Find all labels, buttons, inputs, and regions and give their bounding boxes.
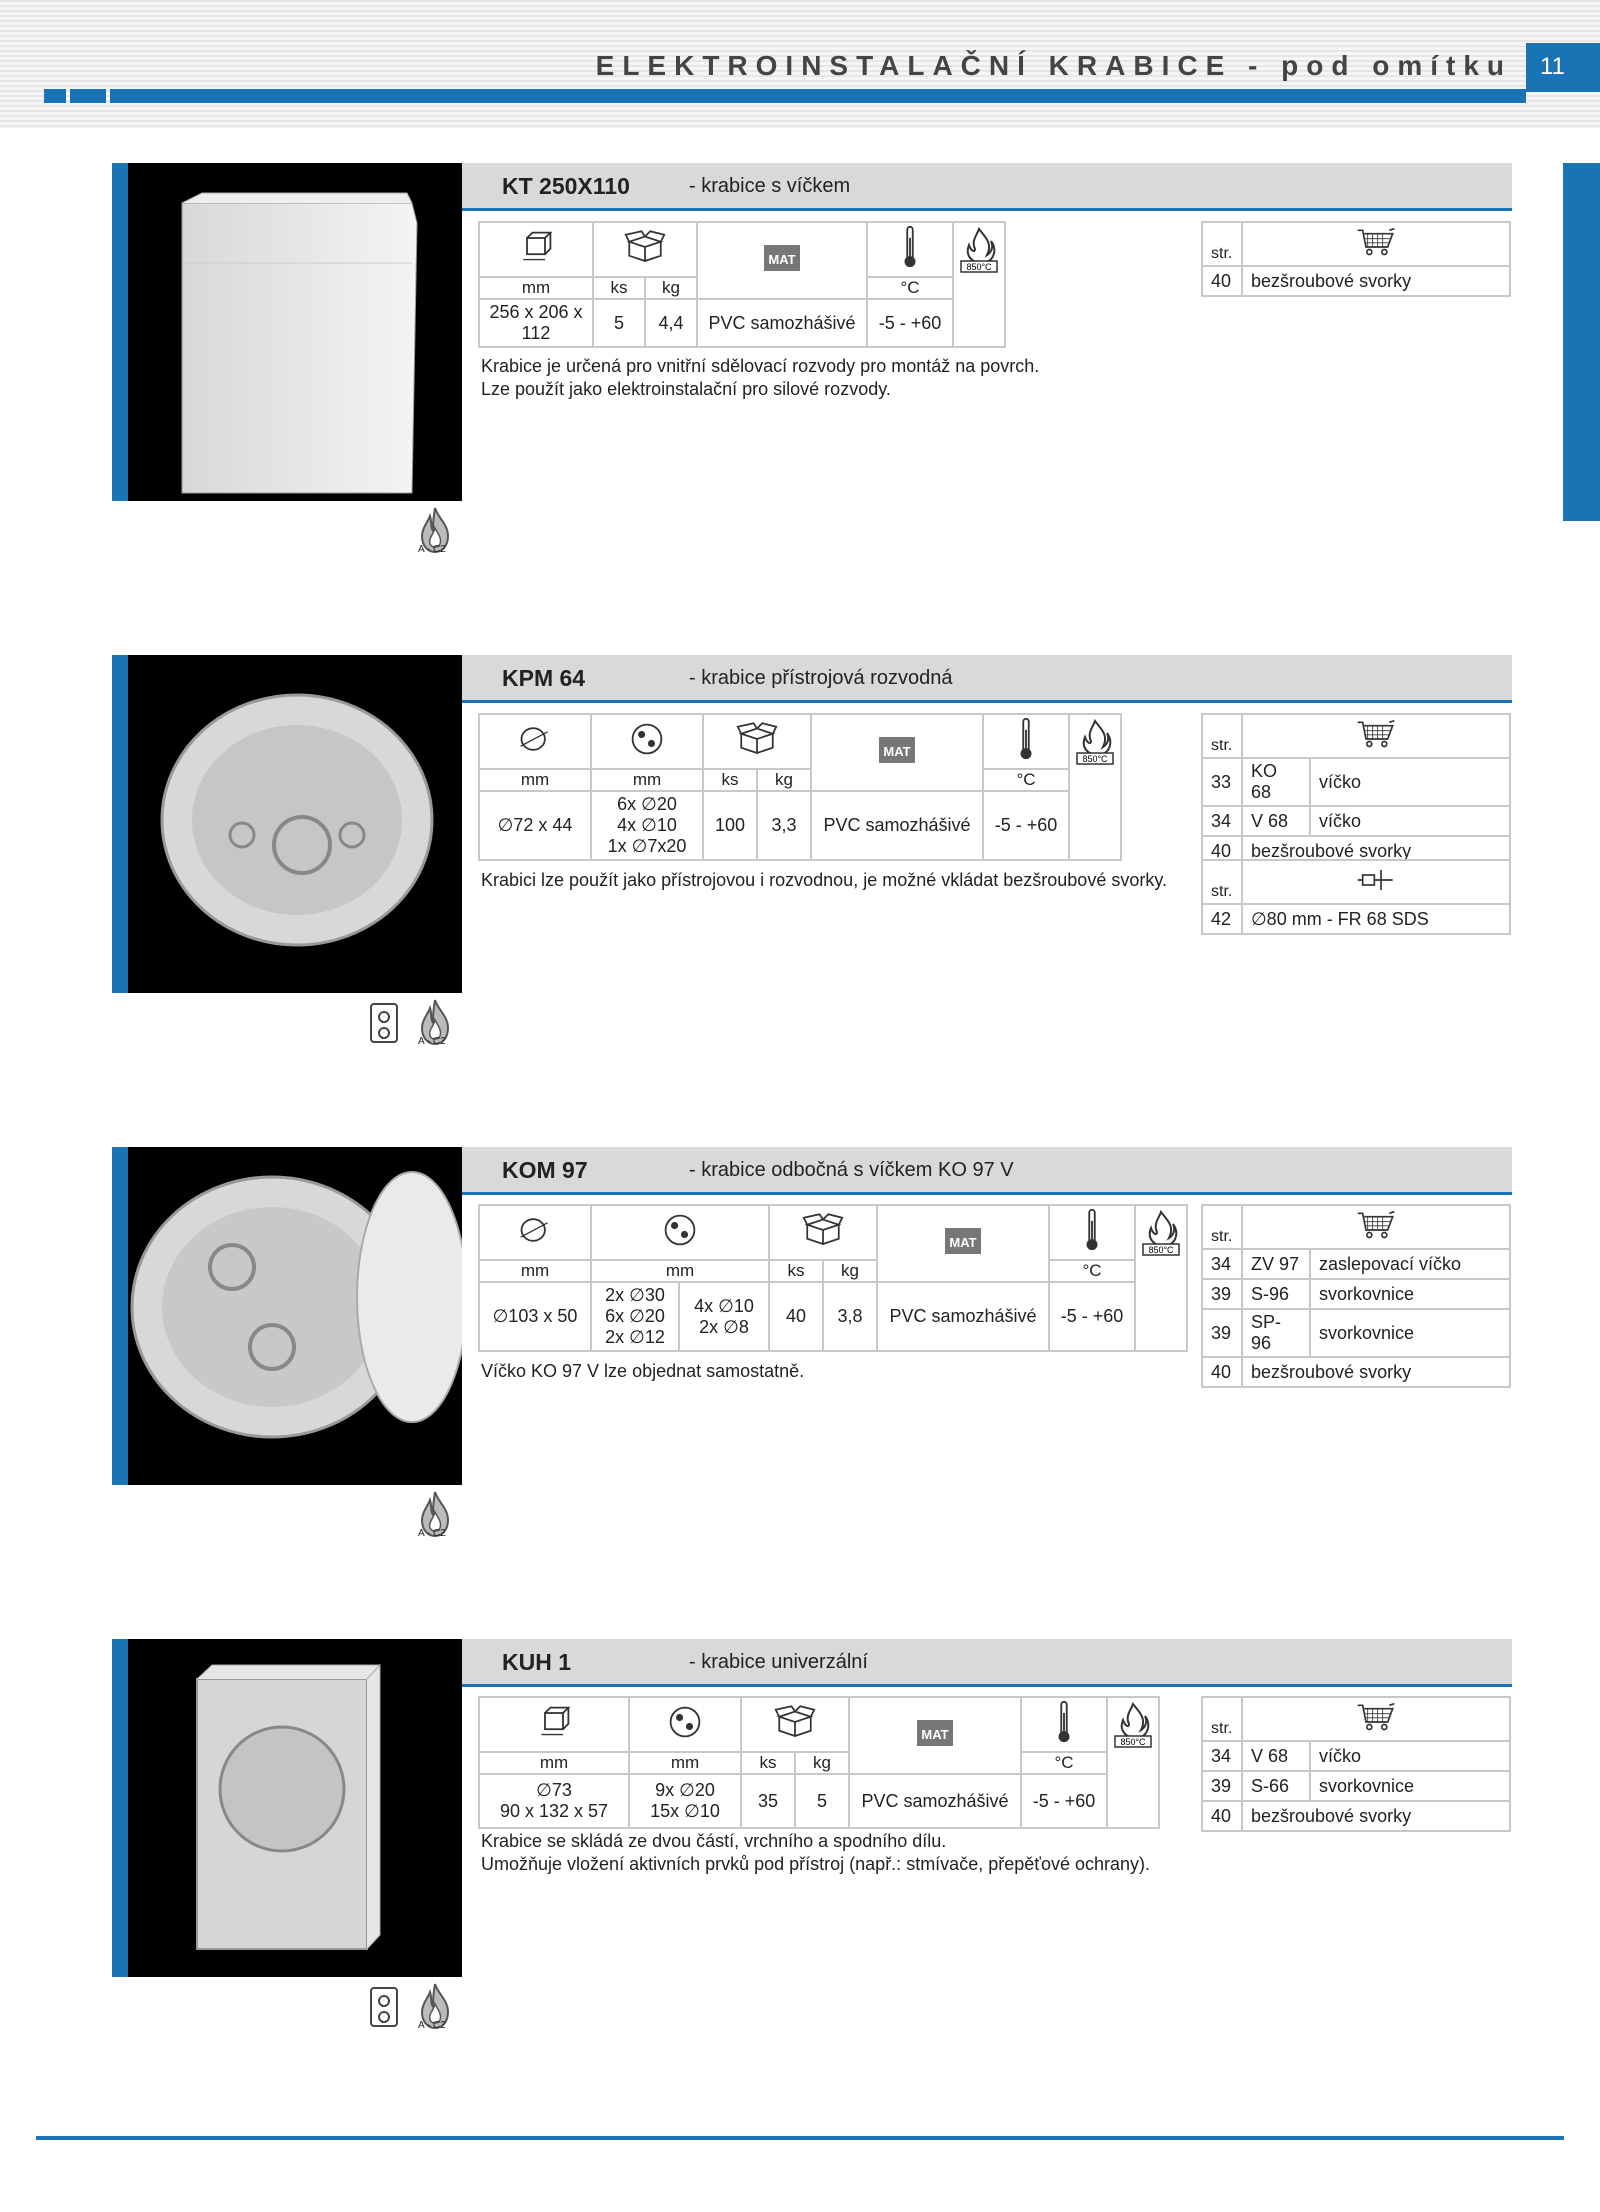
holes-icon <box>591 1205 769 1260</box>
header-rule <box>110 89 1526 103</box>
unit-kg: kg <box>645 277 697 299</box>
str-label: str. <box>1202 222 1242 266</box>
box-image <box>112 163 462 501</box>
acc-text: bezšroubové svorky <box>1242 266 1510 296</box>
package-icon <box>703 714 811 769</box>
str-label: str. <box>1202 1205 1242 1249</box>
accessory-table <box>1201 1204 1511 1388</box>
acc-page: 33 <box>1202 758 1242 806</box>
flammability-class: A - C2 <box>418 2020 446 2031</box>
cart-icon <box>1242 222 1510 266</box>
unit-mm: mm <box>479 1752 629 1774</box>
diameter-icon <box>479 714 591 769</box>
box-image <box>112 1639 462 1977</box>
note-line: Krabici lze použít jako přístrojovou i rozvodnou, je možné vkládat bezšroubové svorky. <box>481 870 1168 890</box>
product-note <box>481 1830 1150 1876</box>
photo-edge <box>112 1639 128 1977</box>
cart-icon <box>1242 1697 1510 1741</box>
kg-value: 5 <box>795 1774 849 1828</box>
material-value: PVC samozhášivé <box>849 1774 1021 1828</box>
hole-line: 6x ∅20 <box>605 1306 665 1326</box>
product-bar <box>462 163 1512 211</box>
temp-value: -5 - +60 <box>1049 1282 1135 1351</box>
material-value: PVC samozhášivé <box>877 1282 1049 1351</box>
cart-icon <box>1242 714 1510 758</box>
note-line: Umožňuje vložení aktivních prvků pod přístroj (např.: stmívače, přepěťové ochrany). <box>481 1854 1151 1874</box>
kg-value: 4,4 <box>645 299 697 347</box>
acc-text: ∅80 mm - FR 68 SDS <box>1242 904 1510 934</box>
acc-page: 40 <box>1202 266 1242 296</box>
hole-line: 1x ∅7x20 <box>607 836 687 856</box>
ks-value: 100 <box>703 791 757 860</box>
acc-page: 34 <box>1202 1741 1242 1771</box>
product-code: KT 250X110 <box>502 173 630 199</box>
acc-text: bezšroubové svorky <box>1242 1801 1510 1831</box>
unit-mm: mm <box>591 769 703 791</box>
fire-850-icon <box>1107 1697 1159 1828</box>
cart-icon <box>1242 1205 1510 1249</box>
product-photo <box>112 163 462 501</box>
material-icon <box>811 714 983 791</box>
note-line: Krabice se skládá ze dvou částí, vrchního a spodního dílu. <box>481 1831 947 1851</box>
unit-kg: kg <box>757 769 811 791</box>
accessory-table <box>1201 713 1511 867</box>
thermometer-icon <box>867 222 953 277</box>
dim-line: 90 x 132 x 57 <box>499 1801 609 1821</box>
accessory-table-2 <box>1201 859 1511 935</box>
photo-edge <box>112 163 128 501</box>
unit-ks: ks <box>593 277 645 299</box>
str-label: str. <box>1202 714 1242 758</box>
unit-ks: ks <box>741 1752 795 1774</box>
acc-text: svorkovnice <box>1310 1309 1510 1357</box>
str-label: str. <box>1202 1697 1242 1741</box>
holes-value <box>591 1282 679 1351</box>
acc-page: 34 <box>1202 1249 1242 1279</box>
spec-table <box>478 221 1006 348</box>
header-square <box>84 89 106 103</box>
dim-line: ∅73 <box>536 1780 572 1800</box>
dims-value <box>479 1774 629 1828</box>
str-label: str. <box>1202 860 1242 904</box>
product-code: KUH 1 <box>502 1649 572 1675</box>
flammability-class: A - C2 <box>418 544 446 555</box>
material-value: PVC samozhášivé <box>697 299 867 347</box>
hole-line: 2x ∅8 <box>699 1316 749 1337</box>
hole-line: 9x ∅20 <box>655 1780 715 1800</box>
unit-kg: kg <box>823 1260 877 1282</box>
unit-mm: mm <box>479 769 591 791</box>
material-icon <box>697 222 867 299</box>
fire-850-icon <box>953 222 1005 347</box>
product-bar <box>462 1147 1512 1195</box>
unit-mm: mm <box>479 1260 591 1282</box>
dims-value: ∅103 x 50 <box>479 1282 591 1351</box>
ks-value: 35 <box>741 1774 795 1828</box>
unit-deg: °C <box>1021 1752 1107 1774</box>
dim-icon <box>479 1697 629 1752</box>
product-photo <box>112 655 462 993</box>
socket-icon <box>370 1987 398 2027</box>
section-tab <box>1563 163 1600 521</box>
hole-line: 4x ∅10 <box>617 815 677 835</box>
dims-value: ∅72 x 44 <box>479 791 591 860</box>
product-note <box>481 1360 804 1383</box>
acc-text: víčko <box>1310 806 1510 836</box>
accessory-table <box>1201 1696 1511 1832</box>
socket-icon <box>370 1003 398 1043</box>
acc-page: 39 <box>1202 1309 1242 1357</box>
box-image <box>112 655 462 993</box>
holes-value <box>629 1774 741 1828</box>
hole-line: 2x ∅30 <box>605 1285 665 1305</box>
page-number: 11 <box>1526 43 1600 92</box>
acc-page: 40 <box>1202 1357 1242 1387</box>
hole-line: 6x ∅20 <box>617 794 677 814</box>
fire-850-icon <box>1069 714 1121 860</box>
unit-deg: °C <box>1049 1260 1135 1282</box>
ks-value: 40 <box>769 1282 823 1351</box>
unit-deg: °C <box>867 277 953 299</box>
fire-850-icon <box>1135 1205 1187 1351</box>
dim-icon <box>479 222 593 277</box>
product-code: KPM 64 <box>502 665 586 691</box>
acc-code: V 68 <box>1242 1741 1310 1771</box>
product-desc: - krabice přístrojová rozvodná <box>689 667 953 689</box>
product-desc: - krabice s víčkem <box>689 175 851 197</box>
holes-value <box>591 791 703 860</box>
diameter-icon <box>479 1205 591 1260</box>
package-icon <box>769 1205 877 1260</box>
spec-table <box>478 713 1122 861</box>
acc-text: víčko <box>1310 758 1510 806</box>
acc-code: SP-96 <box>1242 1309 1310 1357</box>
kg-value: 3,3 <box>757 791 811 860</box>
unit-mm: mm <box>629 1752 741 1774</box>
note-line: Krabice je určená pro vnitřní sdělovací rozvody pro montáž na povrch. <box>481 356 1040 376</box>
product-note <box>481 355 1039 401</box>
holes-icon <box>591 714 703 769</box>
acc-page: 40 <box>1202 1801 1242 1831</box>
box-image <box>112 1147 462 1485</box>
dims-value: 256 x 206 x 112 <box>479 299 593 347</box>
unit-mm: mm <box>479 277 593 299</box>
holes-value-2 <box>679 1282 769 1351</box>
note-line: Víčko KO 97 V lze objednat samostatně. <box>481 1361 805 1381</box>
acc-page: 39 <box>1202 1771 1242 1801</box>
acc-text: svorkovnice <box>1310 1771 1510 1801</box>
temp-value: -5 - +60 <box>983 791 1069 860</box>
photo-edge <box>112 655 128 993</box>
thermometer-icon <box>1021 1697 1107 1752</box>
header-square <box>44 89 66 103</box>
catalog-title: ELEKTROINSTALAČNÍ KRABICE - pod omítku <box>595 50 1512 81</box>
acc-code: ZV 97 <box>1242 1249 1310 1279</box>
acc-code: V 68 <box>1242 806 1310 836</box>
hole-line: 2x ∅12 <box>605 1327 665 1347</box>
thermometer-icon <box>1049 1205 1135 1260</box>
product-code: KOM 97 <box>502 1157 588 1183</box>
product-photo <box>112 1639 462 1977</box>
acc-page: 34 <box>1202 806 1242 836</box>
acc-page: 40 <box>1202 836 1242 866</box>
temp-value: -5 - +60 <box>1021 1774 1107 1828</box>
acc-text: bezšroubové svorky <box>1242 836 1510 866</box>
unit-ks: ks <box>769 1260 823 1282</box>
product-note <box>481 869 1167 892</box>
product-desc: - krabice odbočná s víčkem KO 97 V <box>689 1159 1014 1181</box>
ks-value: 5 <box>593 299 645 347</box>
photo-edge <box>112 1147 128 1485</box>
flammability-class: A - C2 <box>418 1528 446 1539</box>
acc-text: víčko <box>1310 1741 1510 1771</box>
product-bar <box>462 655 1512 703</box>
package-icon <box>593 222 697 277</box>
acc-page: 42 <box>1202 904 1242 934</box>
product-bar <box>462 1639 1512 1687</box>
acc-code: S-66 <box>1242 1771 1310 1801</box>
kg-value: 3,8 <box>823 1282 877 1351</box>
hole-line: 4x ∅10 <box>694 1295 754 1316</box>
acc-text: bezšroubové svorky <box>1242 1357 1510 1387</box>
unit-ks: ks <box>703 769 757 791</box>
spec-table <box>478 1204 1188 1352</box>
acc-text: zaslepovací víčko <box>1310 1249 1510 1279</box>
acc-text: svorkovnice <box>1310 1279 1510 1309</box>
material-icon <box>849 1697 1021 1774</box>
product-photo <box>112 1147 462 1485</box>
acc-code: S-96 <box>1242 1279 1310 1309</box>
unit-deg: °C <box>983 769 1069 791</box>
thermometer-icon <box>983 714 1069 769</box>
holes-icon <box>629 1697 741 1752</box>
material-value: PVC samozhášivé <box>811 791 983 860</box>
package-icon <box>741 1697 849 1752</box>
page-header <box>0 0 1600 128</box>
note-line: Lze použít jako elektroinstalační pro silové rozvody. <box>481 379 891 399</box>
unit-kg: kg <box>795 1752 849 1774</box>
accessory-table <box>1201 221 1511 297</box>
acc-page: 39 <box>1202 1279 1242 1309</box>
footer-rule <box>36 2136 1564 2140</box>
spec-table <box>478 1696 1160 1829</box>
unit-mm: mm <box>591 1260 769 1282</box>
temp-value: -5 - +60 <box>867 299 953 347</box>
hole-line: 15x ∅10 <box>650 1801 720 1821</box>
plug-icon <box>1242 860 1510 904</box>
material-icon <box>877 1205 1049 1282</box>
product-desc: - krabice univerzální <box>689 1651 868 1673</box>
flammability-class: A - C2 <box>418 1036 446 1047</box>
acc-code: KO 68 <box>1242 758 1310 806</box>
